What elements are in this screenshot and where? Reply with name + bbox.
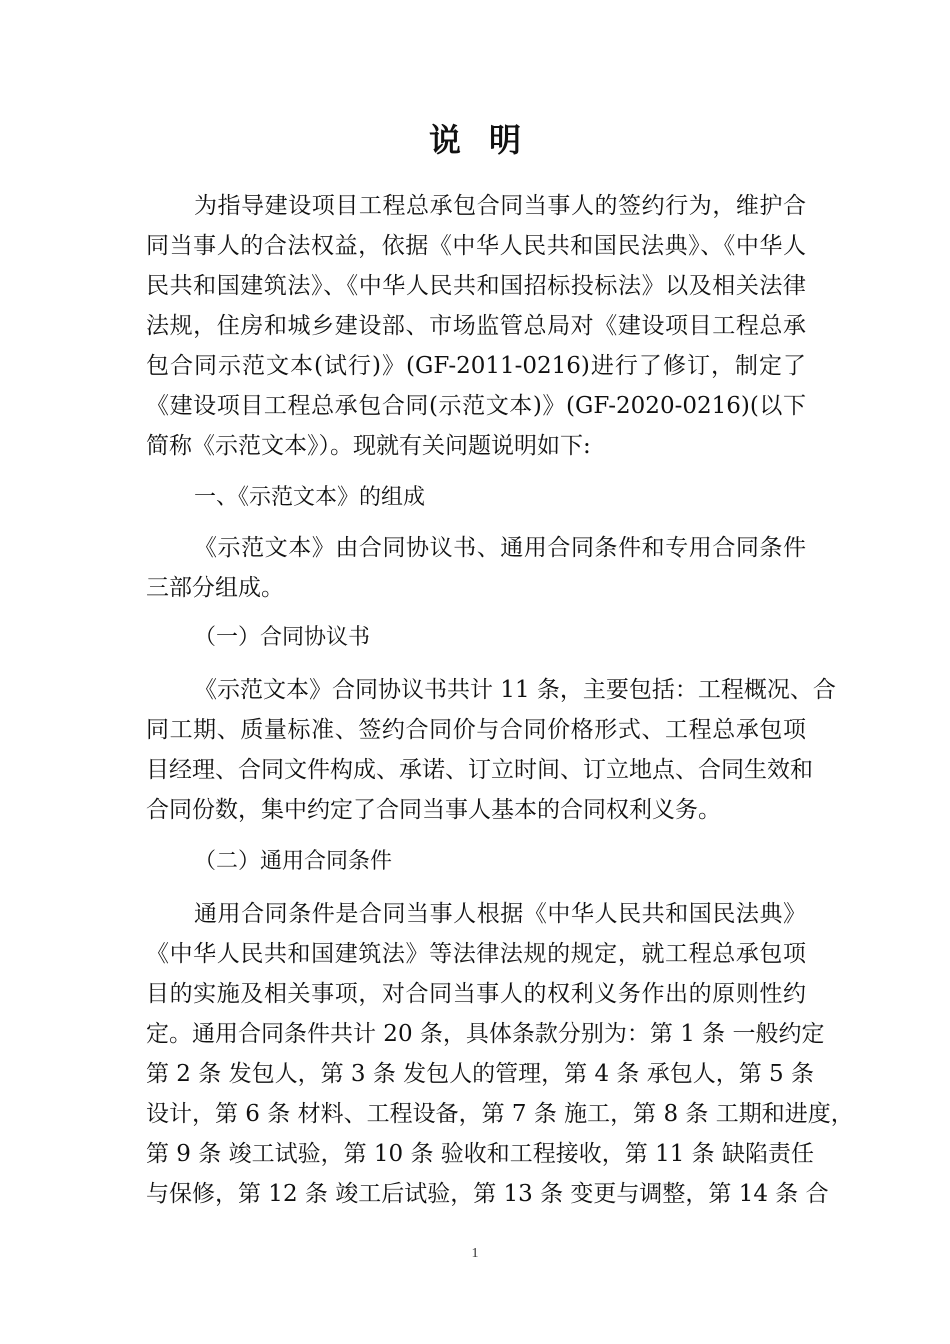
intro-line-1: 为指导建设项目工程总承包合同当事人的签约行为，维护合 [194, 193, 806, 219]
page-number: 1 [471, 1246, 479, 1261]
intro-line-6: 《建设项目工程总承包合同(示范文本)》(GF-2020-0216)(以下 [146, 393, 806, 419]
section1-line-1: 《示范文本》由合同协议书、通用合同条件和专用合同条件 [194, 535, 806, 561]
subsection1-line-3: 目经理、合同文件构成、承诺、订立时间、订立地点、合同生效和 [146, 757, 813, 783]
intro-line-2: 同当事人的合法权益，依据《中华人民共和国民法典》、《中华人 [146, 233, 806, 259]
section1-line-2: 三部分组成。 [146, 575, 284, 601]
subsection-heading-general-conditions: （二）通用合同条件 [194, 849, 393, 874]
page-title: 说明 [428, 121, 549, 159]
subsection2-line-7: 第 9 条 竣工试验，第 10 条 验收和工程接收，第 11 条 缺陷责任 [146, 1141, 814, 1167]
subsection2-line-8: 与保修，第 12 条 竣工后试验，第 13 条 变更与调整，第 14 条 合 [146, 1181, 829, 1207]
section-heading-composition: 一、《示范文本》的组成 [194, 485, 426, 510]
intro-line-3: 民共和国建筑法》、《中华人民共和国招标投标法》以及相关法律 [146, 273, 806, 299]
intro-line-4: 法规，住房和城乡建设部、市场监管总局对《建设项目工程总承 [146, 313, 806, 339]
subsection-heading-agreement: （一）合同协议书 [194, 625, 371, 650]
subsection1-line-1: 《示范文本》合同协议书共计 11 条，主要包括：工程概况、合 [194, 677, 836, 703]
subsection2-line-6: 设计，第 6 条 材料、工程设备，第 7 条 施工，第 8 条 工期和进度， [146, 1101, 854, 1127]
subsection2-line-4: 定。通用合同条件共计 20 条，具体条款分别为：第 1 条 一般约定 [146, 1021, 825, 1047]
intro-line-5: 包合同示范文本(试行)》(GF-2011-0216)进行了修订，制定了 [146, 353, 806, 379]
subsection2-line-2: 《中华人民共和国建筑法》等法律法规的规定，就工程总承包项 [146, 941, 806, 967]
intro-line-7: 简称《示范文本》）。现就有关问题说明如下: [146, 433, 591, 459]
subsection1-line-4: 合同份数，集中约定了合同当事人基本的合同权利义务。 [146, 797, 721, 823]
subsection2-line-1: 通用合同条件是合同当事人根据《中华人民共和国民法典》 [194, 901, 806, 927]
subsection2-line-3: 目的实施及相关事项，对合同当事人的权利义务作出的原则性约 [146, 981, 806, 1007]
subsection1-line-2: 同工期、质量标准、签约合同价与合同价格形式、工程总承包项 [146, 717, 806, 743]
subsection2-line-5: 第 2 条 发包人，第 3 条 发包人的管理，第 4 条 承包人，第 5 条 [146, 1061, 814, 1087]
